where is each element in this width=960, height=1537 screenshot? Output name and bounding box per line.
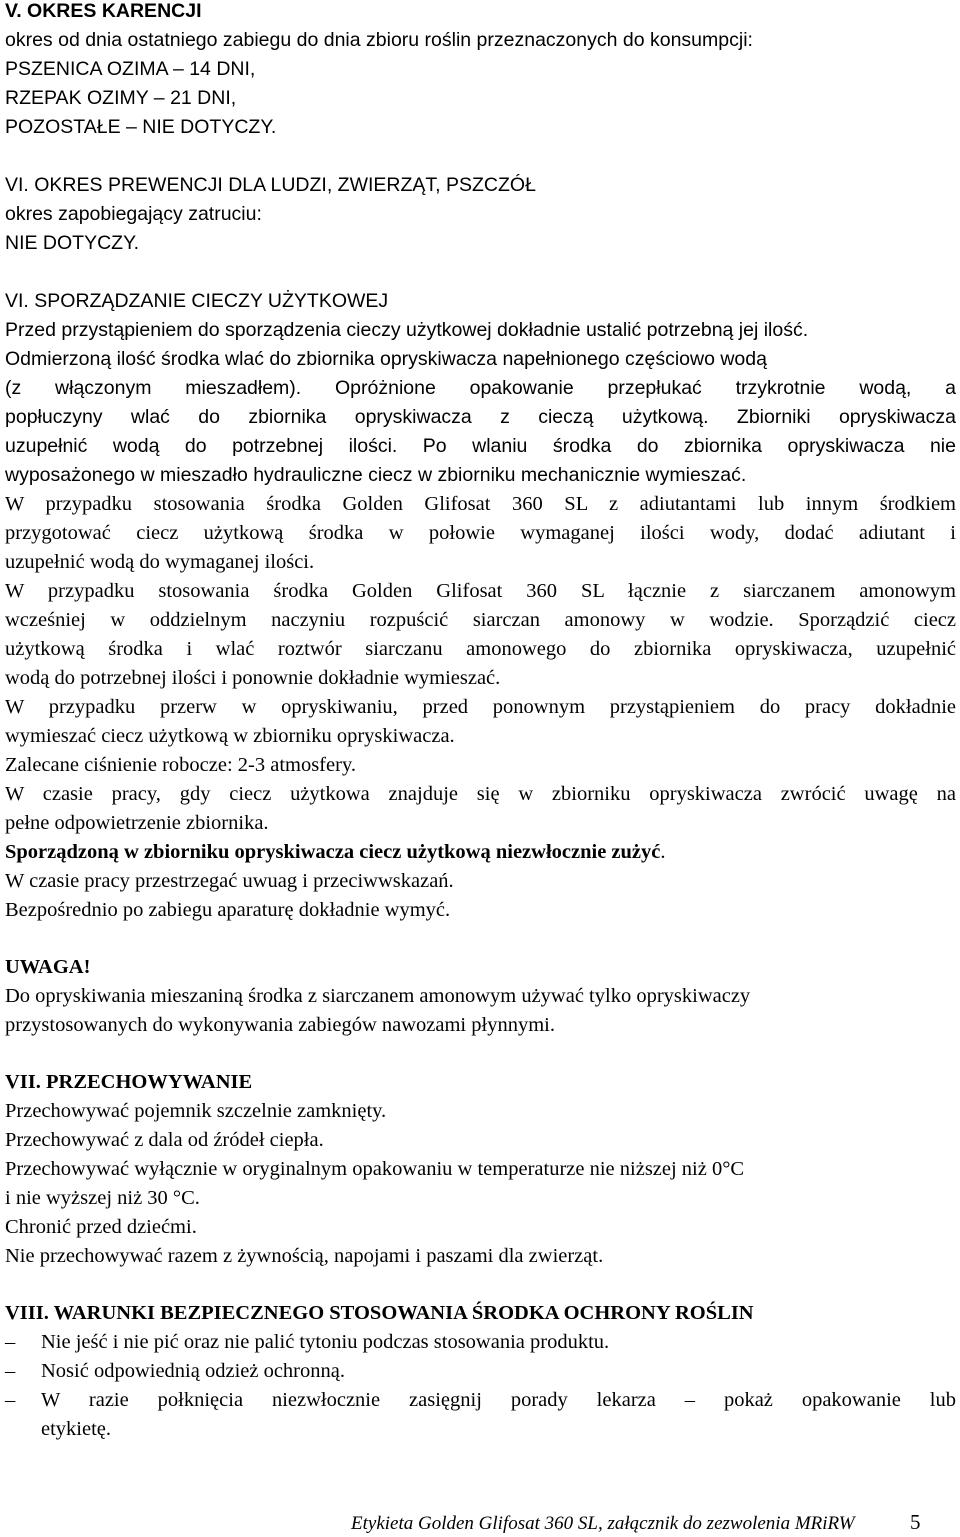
section-vi-prevention-line-2: NIE DOTYCZY. [5,232,139,254]
section-v-line-1: okres od dnia ostatniego zabiegu do dnia zbioru roślin przeznaczonych do konsumpcji: [5,29,753,51]
preparation-bold-line [5,842,665,863]
preparation-line: W przypadku stosowania środka Golden Glifosat 360 SL łącznie z siarczanem amonowym [5,580,956,602]
preparation-line: popłuczyny wlać do zbiornika opryskiwacza z cieczą użytkową. Zbiorniki opryskiwacza [5,406,956,428]
preparation-line: uzupełnić wodą do wymaganej ilości. [5,551,315,573]
safety-bullet-1: Nie jeść i nie pić oraz nie palić tytoniu podczas stosowania produktu. [41,1331,610,1353]
section-v-line-4: POZOSTAŁE – NIE DOTYCZY. [5,116,277,138]
preparation-line: Odmierzoną ilość środka wlać do zbiornika opryskiwacza napełnionego częściowo wodą [5,348,767,370]
preparation-line: (z włączonym mieszadłem). Opróżnione opakowanie przepłukać trzykrotnie wodą, a [5,377,956,399]
storage-line: i nie wyższej niż 30 °C. [5,1187,200,1209]
section-viii-title: VIII. WARUNKI BEZPIECZNEGO STOSOWANIA ŚRODKA OCHRONY ROŚLIN [5,1302,754,1324]
storage-line: Nie przechowywać razem z żywnością, napojami i paszami dla zwierząt. [5,1245,604,1267]
uwaga-title: UWAGA! [5,956,91,978]
preparation-line: wodą do potrzebnej ilości i ponownie dokładnie wymieszać. [5,667,501,689]
bullet-dash: – [5,1360,16,1382]
safety-bullet-3-continued: etykietę. [41,1418,112,1440]
safety-bullet-3: W razie połknięcia niezwłocznie zasięgnij porady lekarza – pokaż opakowanie lub [41,1389,956,1411]
page-footer: Etykieta Golden Glifosat 360 SL, załącznik do zezwolenia MRiRW [351,1513,855,1534]
preparation-bold-period: . [660,841,666,863]
preparation-line: pełne odpowietrzenie zbiornika. [5,812,269,834]
section-vii-title: VII. PRZECHOWYWANIE [5,1071,253,1093]
preparation-bold-text: Sporządzoną w zbiorniku opryskiwacza ciecz użytkową niezwłocznie zużyć [5,841,661,863]
preparation-line: Zalecane ciśnienie robocze: 2-3 atmosfery. [5,754,356,776]
preparation-line: wymieszać ciecz użytkową w zbiorniku opryskiwacza. [5,725,455,747]
preparation-line: W przypadku przerw w opryskiwaniu, przed ponownym przystąpieniem do pracy dokładnie [5,696,956,718]
preparation-line: uzupełnić wodą do potrzebnej ilości. Po wlaniu środka do zbiornika opryskiwacza nie [5,435,956,457]
preparation-line: Bezpośrednio po zabiegu aparaturę dokładnie wymyć. [5,899,451,921]
safety-bullet-2: Nosić odpowiednią odzież ochronną. [41,1360,345,1382]
preparation-line: użytkową środka i wlać roztwór siarczanu amonowego do zbiornika opryskiwacza, uzupełnić [5,638,956,660]
uwaga-line-1: Do opryskiwania mieszaniną środka z siarczanem amonowym używać tylko opryskiwaczy [5,985,751,1007]
uwaga-line-2: przystosowanych do wykonywania zabiegów nawozami płynnymi. [5,1014,555,1036]
preparation-line: wyposażonego w mieszadło hydrauliczne ciecz w zbiorniku mechanicznie wymieszać. [5,464,747,486]
preparation-line: W czasie pracy przestrzegać uwuag i przeciwwskazań. [5,870,454,892]
preparation-line: przygotować ciecz użytkową środka w połowie wymaganej ilości wody, dodać adiutant i [5,522,956,544]
preparation-line: wcześniej w oddzielnym naczyniu rozpuścić siarczan amonowy w wodzie. Sporządzić ciecz [5,609,956,631]
preparation-line: W czasie pracy, gdy ciecz użytkowa znajduje się w zbiorniku opryskiwacza zwrócić uwagę na [5,783,956,805]
section-v-line-2: PSZENICA OZIMA – 14 DNI, [5,58,256,80]
bullet-dash: – [5,1389,16,1411]
storage-line: Chronić przed dziećmi. [5,1216,197,1238]
preparation-line: W przypadku stosowania środka Golden Glifosat 360 SL z adiutantami lub innym środkiem [5,493,956,515]
storage-line: Przechowywać z dala od źródeł ciepła. [5,1129,324,1151]
section-v-title: V. OKRES KARENCJI [5,0,202,22]
preparation-line: Przed przystąpieniem do sporządzenia cieczy użytkowej dokładnie ustalić potrzebną jej ilość. [5,319,809,341]
bullet-dash: – [5,1331,16,1353]
section-vi-prevention-line-1: okres zapobiegający zatruciu: [5,203,262,225]
storage-line: Przechowywać wyłącznie w oryginalnym opakowaniu w temperaturze nie niższej niż 0°C [5,1158,745,1180]
section-v-line-3: RZEPAK OZIMY – 21 DNI, [5,87,237,109]
section-vi-prevention-title: VI. OKRES PREWENCJI DLA LUDZI, ZWIERZĄT, PSZCZÓŁ [5,174,536,196]
page-number: 5 [910,1510,921,1534]
section-vi-preparation-title: VI. SPORZĄDZANIE CIECZY UŻYTKOWEJ [5,290,389,312]
storage-line: Przechowywać pojemnik szczelnie zamknięty. [5,1100,387,1122]
